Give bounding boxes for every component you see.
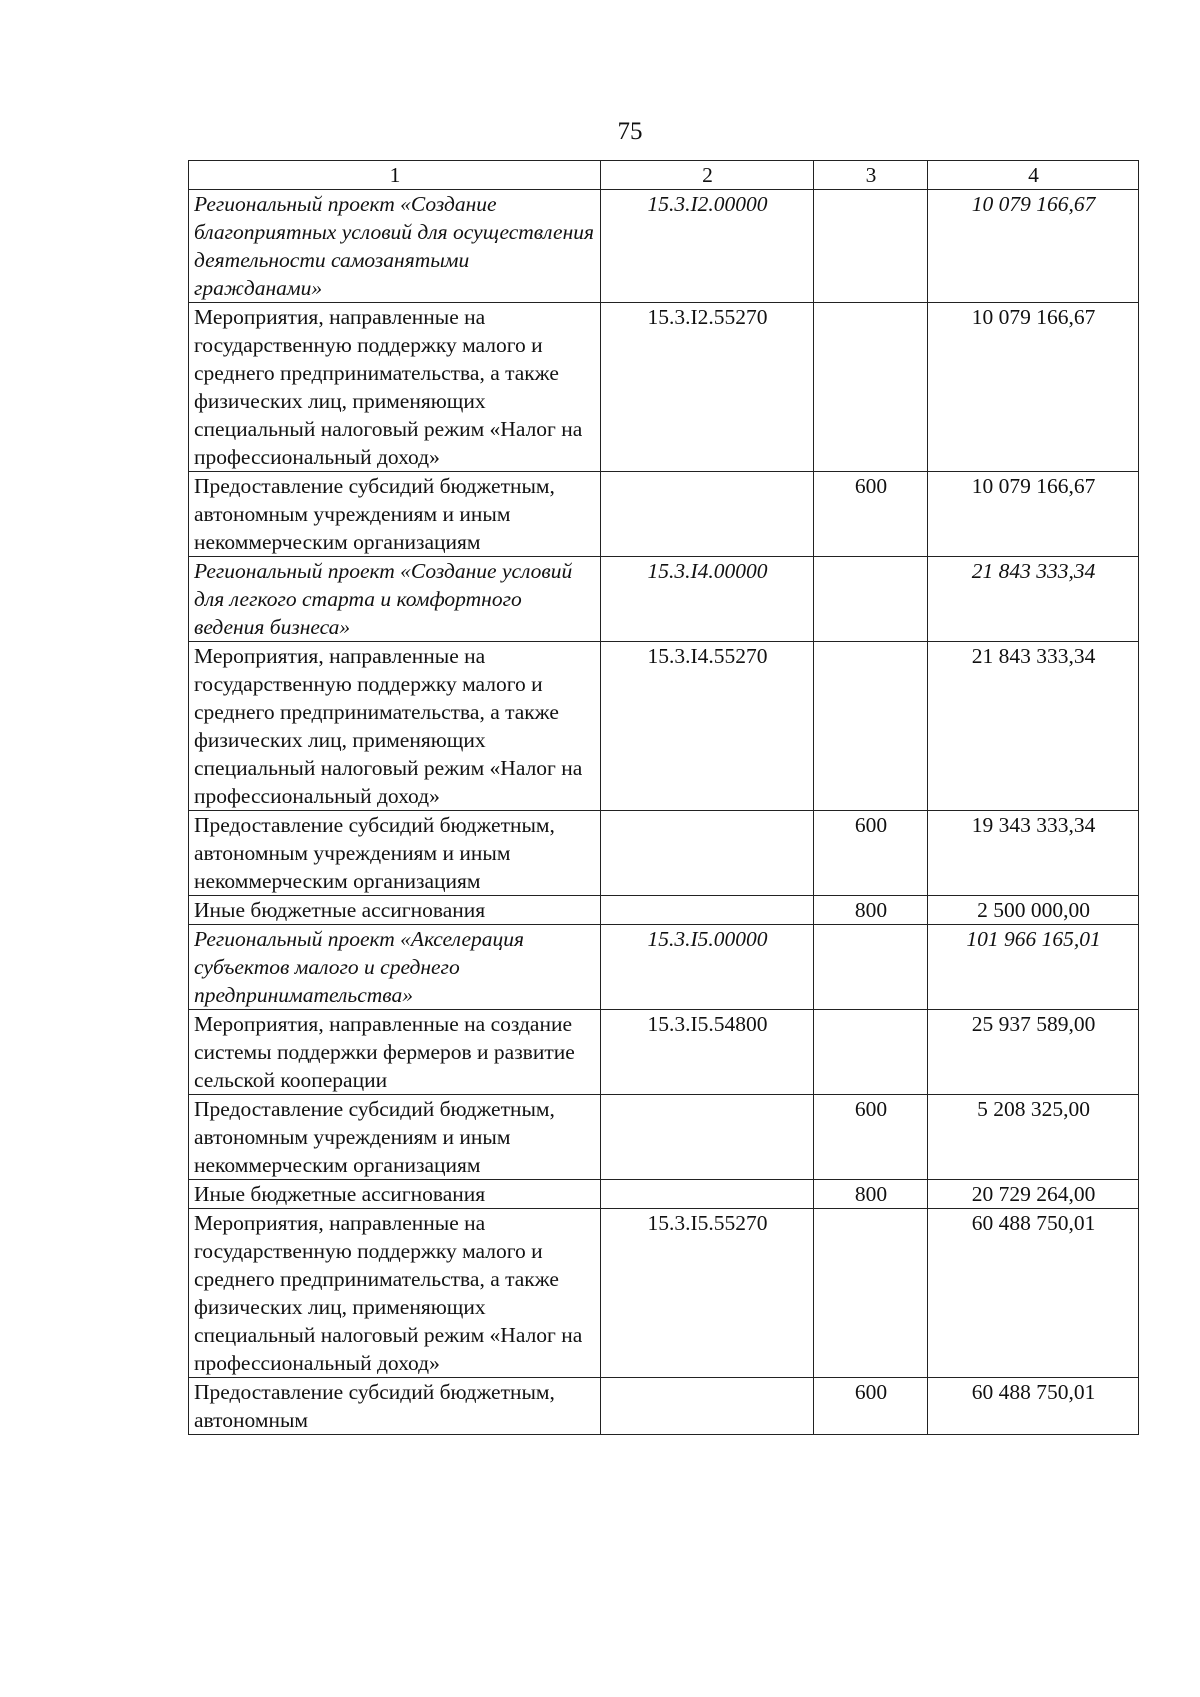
header-col-4: 4 bbox=[928, 161, 1139, 190]
table-row bbox=[189, 1378, 1139, 1435]
row-amount: 21 843 333,34 bbox=[928, 642, 1139, 811]
row-name: Региональный проект «Создание условий для легкого старта и комфортного ведения бизнеса» bbox=[189, 557, 601, 642]
row-code bbox=[601, 896, 814, 925]
row-code: 15.3.I2.00000 bbox=[601, 190, 814, 303]
row-amount: 19 343 333,34 bbox=[928, 811, 1139, 896]
row-name: Мероприятия, направленные на государственную поддержку малого и среднего предпринимательства, а также физических лиц, применяющих специальный налоговый режим «Налог на профессиональный доход» bbox=[189, 642, 601, 811]
row-code: 15.3.I5.54800 bbox=[601, 1010, 814, 1095]
table-row bbox=[189, 1010, 1139, 1095]
row-expense-type: 600 bbox=[814, 1378, 928, 1435]
row-expense-type bbox=[814, 1010, 928, 1095]
row-code bbox=[601, 472, 814, 557]
page-number: 75 bbox=[617, 118, 643, 145]
table-row bbox=[189, 557, 1139, 642]
row-name: Региональный проект «Акселерация субъектов малого и среднего предпринимательства» bbox=[189, 925, 601, 1010]
table-row bbox=[189, 642, 1139, 811]
row-code bbox=[601, 811, 814, 896]
table-row bbox=[189, 303, 1139, 472]
row-name: Иные бюджетные ассигнования bbox=[189, 1180, 601, 1209]
header-col-3: 3 bbox=[814, 161, 928, 190]
row-expense-type: 600 bbox=[814, 472, 928, 557]
row-amount: 20 729 264,00 bbox=[928, 1180, 1139, 1209]
table-row bbox=[189, 190, 1139, 303]
row-name: Мероприятия, направленные на государственную поддержку малого и среднего предпринимательства, а также физических лиц, применяющих специальный налоговый режим «Налог на профессиональный доход» bbox=[189, 303, 601, 472]
header-col-2: 2 bbox=[601, 161, 814, 190]
row-expense-type: 800 bbox=[814, 896, 928, 925]
row-amount: 10 079 166,67 bbox=[928, 303, 1139, 472]
row-amount: 21 843 333,34 bbox=[928, 557, 1139, 642]
row-name: Мероприятия, направленные на государственную поддержку малого и среднего предпринимательства, а также физических лиц, применяющих специальный налоговый режим «Налог на профессиональный доход» bbox=[189, 1209, 601, 1378]
row-code: 15.3.I5.55270 bbox=[601, 1209, 814, 1378]
row-expense-type bbox=[814, 303, 928, 472]
row-amount: 60 488 750,01 bbox=[928, 1378, 1139, 1435]
row-expense-type: 600 bbox=[814, 1095, 928, 1180]
row-code: 15.3.I4.00000 bbox=[601, 557, 814, 642]
row-amount: 101 966 165,01 bbox=[928, 925, 1139, 1010]
table-row bbox=[189, 1095, 1139, 1180]
row-name: Предоставление субсидий бюджетным, автономным учреждениям и иным некоммерческим организациям bbox=[189, 1095, 601, 1180]
table-row bbox=[189, 1209, 1139, 1378]
row-name: Предоставление субсидий бюджетным, автономным bbox=[189, 1378, 601, 1435]
row-code: 15.3.I4.55270 bbox=[601, 642, 814, 811]
row-expense-type bbox=[814, 557, 928, 642]
row-expense-type bbox=[814, 925, 928, 1010]
row-expense-type: 600 bbox=[814, 811, 928, 896]
row-expense-type bbox=[814, 1209, 928, 1378]
row-amount: 10 079 166,67 bbox=[928, 472, 1139, 557]
row-name: Мероприятия, направленные на создание системы поддержки фермеров и развитие сельской кооперации bbox=[189, 1010, 601, 1095]
row-code: 15.3.I2.55270 bbox=[601, 303, 814, 472]
row-amount: 60 488 750,01 bbox=[928, 1209, 1139, 1378]
row-expense-type bbox=[814, 642, 928, 811]
budget-table bbox=[188, 160, 1139, 1435]
row-code: 15.3.I5.00000 bbox=[601, 925, 814, 1010]
header-col-1: 1 bbox=[189, 161, 601, 190]
row-amount: 10 079 166,67 bbox=[928, 190, 1139, 303]
table-row bbox=[189, 925, 1139, 1010]
row-name: Иные бюджетные ассигнования bbox=[189, 896, 601, 925]
row-name: Региональный проект «Создание благоприятных условий для осуществления деятельности самозанятыми гражданами» bbox=[189, 190, 601, 303]
row-expense-type: 800 bbox=[814, 1180, 928, 1209]
row-name: Предоставление субсидий бюджетным, автономным учреждениям и иным некоммерческим организациям bbox=[189, 811, 601, 896]
row-expense-type bbox=[814, 190, 928, 303]
table-row bbox=[189, 472, 1139, 557]
row-code bbox=[601, 1180, 814, 1209]
row-amount: 2 500 000,00 bbox=[928, 896, 1139, 925]
row-amount: 25 937 589,00 bbox=[928, 1010, 1139, 1095]
row-code bbox=[601, 1378, 814, 1435]
table-header-row bbox=[189, 161, 1139, 190]
table-row bbox=[189, 896, 1139, 925]
table-row bbox=[189, 1180, 1139, 1209]
row-name: Предоставление субсидий бюджетным, автономным учреждениям и иным некоммерческим организациям bbox=[189, 472, 601, 557]
row-amount: 5 208 325,00 bbox=[928, 1095, 1139, 1180]
table-row bbox=[189, 811, 1139, 896]
row-code bbox=[601, 1095, 814, 1180]
